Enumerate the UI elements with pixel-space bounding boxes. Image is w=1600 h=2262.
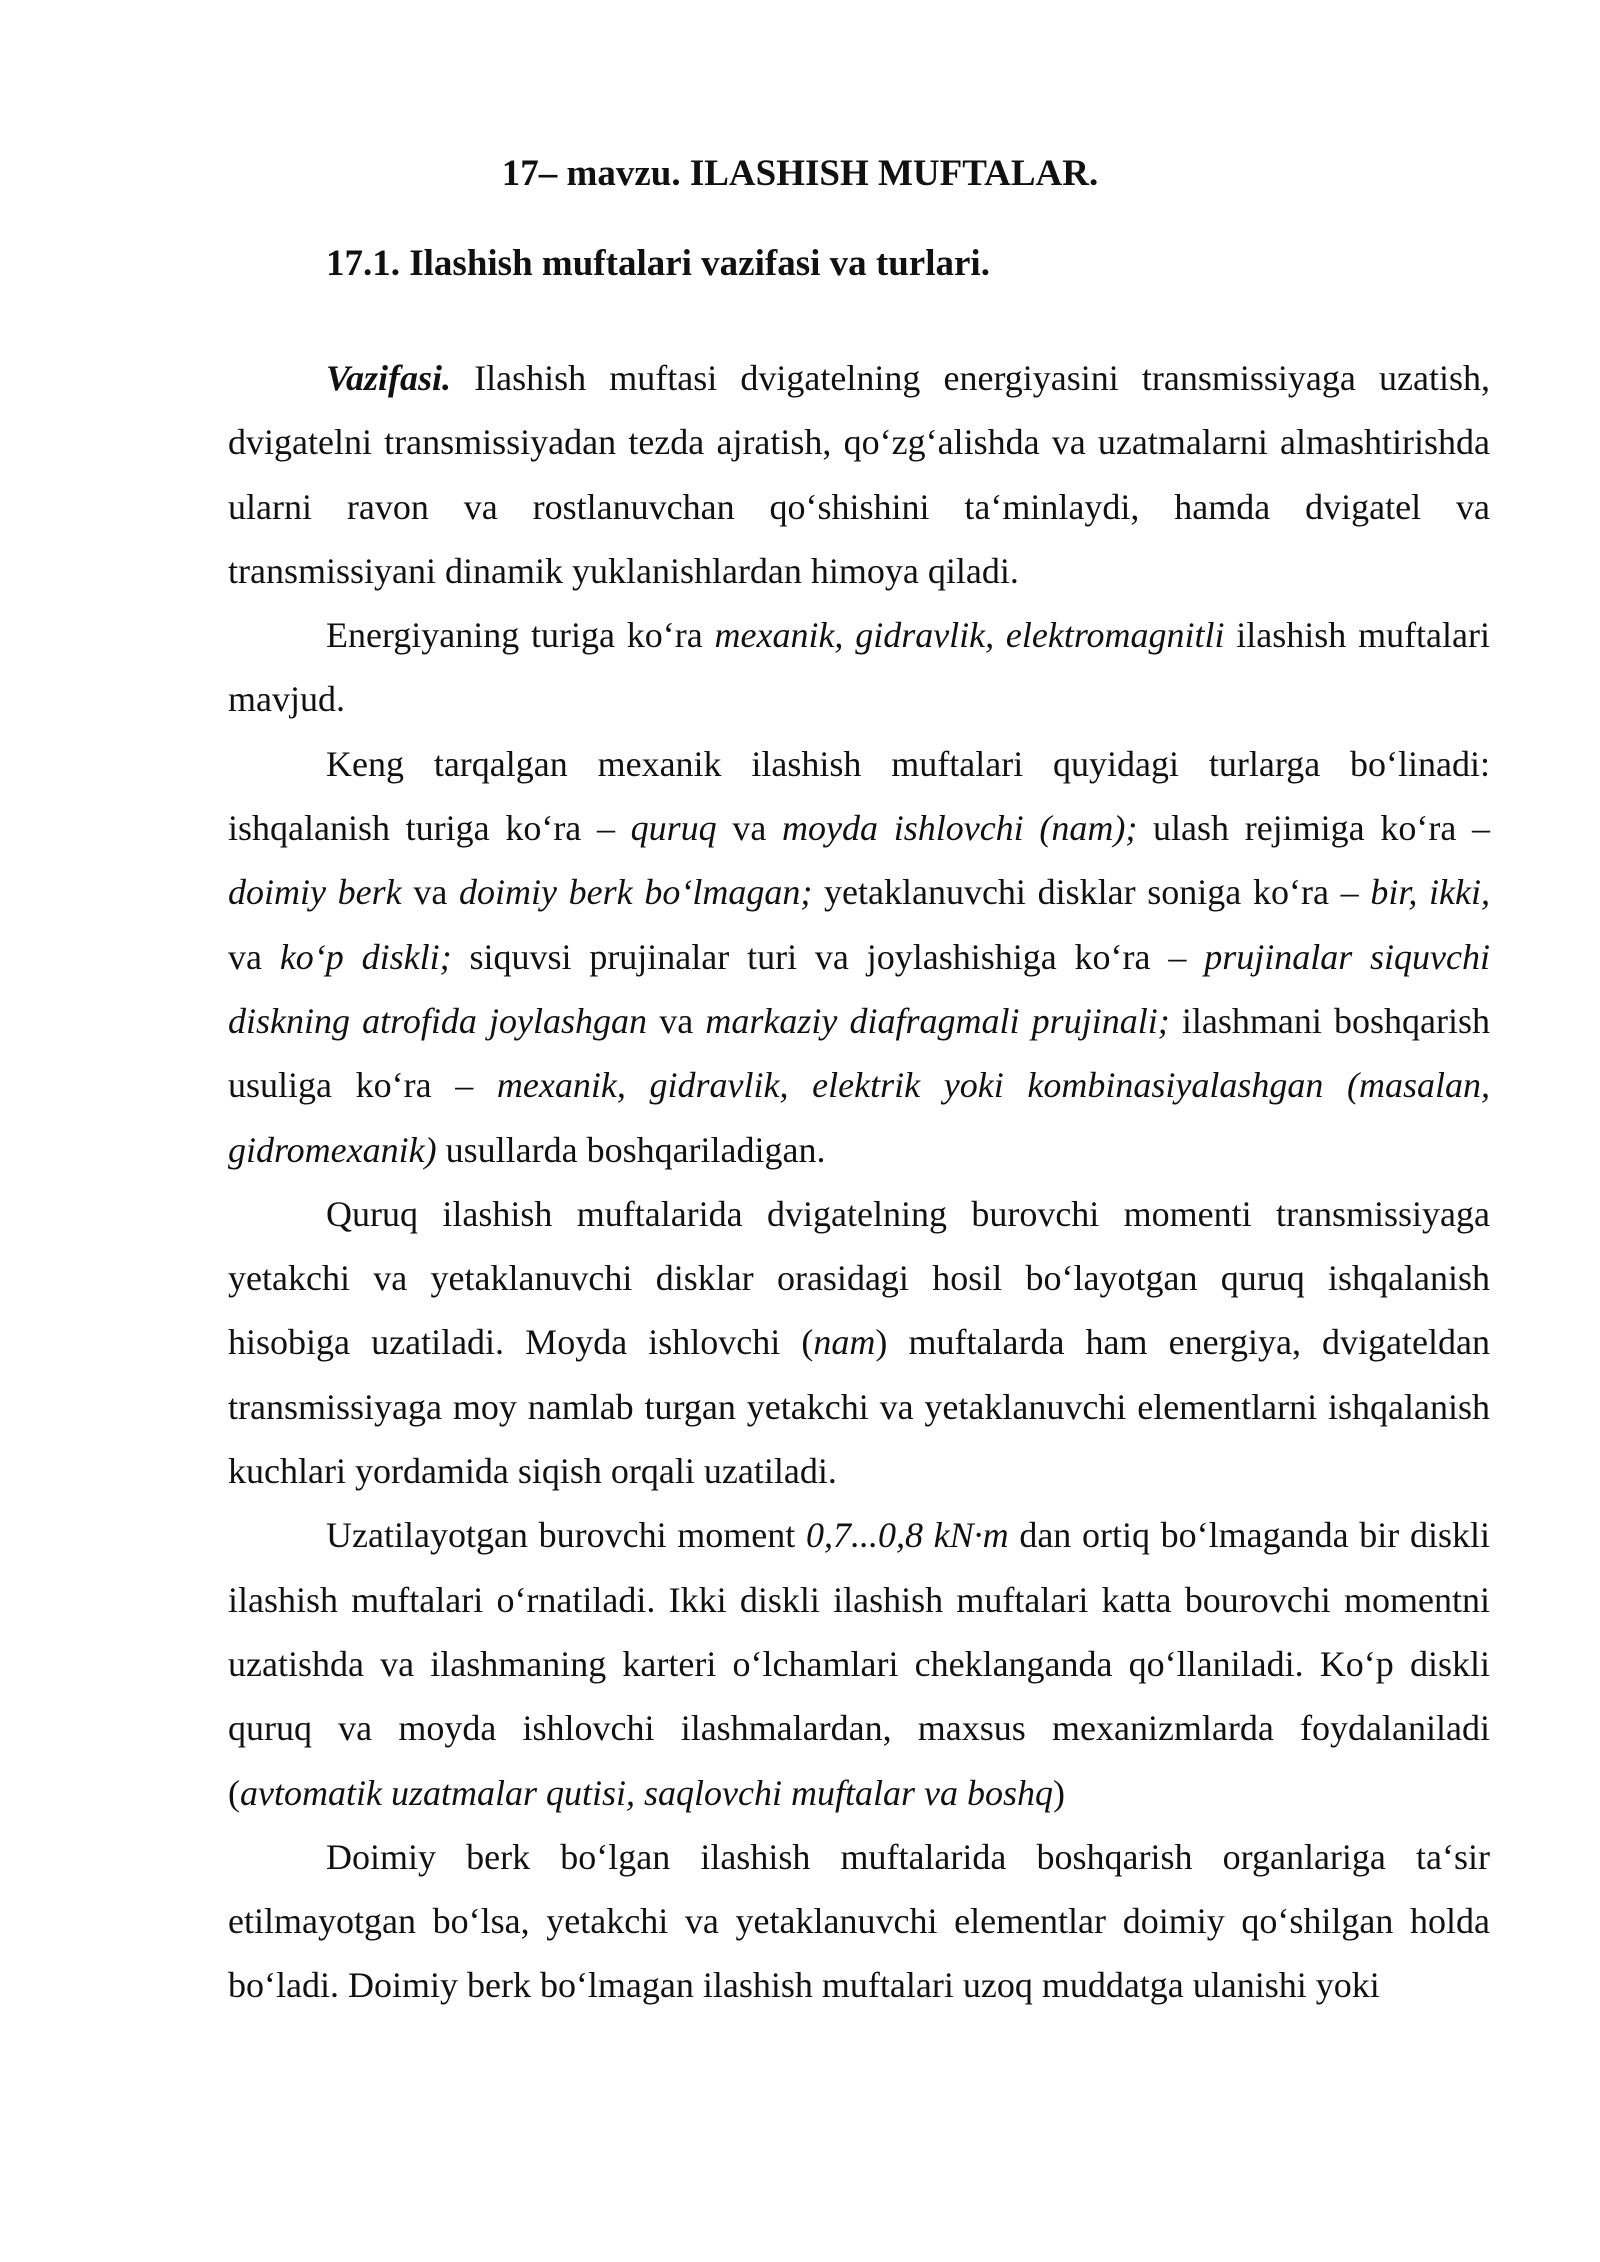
italic-term: doimiy berk [228, 872, 402, 913]
paragraph-text: dan ortiq bo‘lmaganda bir diskli ilashish muftalari o‘rnatiladi. Ikki diskli ilashish muftalari katta bourovchi momentni uzatishda va ilashmaning karteri o‘lchamlari cheklanganda qo‘llaniladi. Ko‘p diskli quruq va moyda ishlovchi ilashmalardan, maxsus mexanizmlarda foydalaniladi ( [228, 1515, 1490, 1813]
paragraph-text: Energiyaning turiga ko‘ra [326, 615, 715, 656]
italic-term: bir, ikki, [1370, 872, 1490, 913]
paragraph-torque [228, 1503, 1490, 1824]
italic-term: ko‘p diskli; [279, 936, 452, 977]
paragraph-text: yetaklanuvchi disklar soniga ko‘ra – [812, 872, 1371, 913]
page-title: 17– mavzu. ILASHISH MUFTALAR. [501, 153, 1099, 194]
paragraph-text: ulash rejimiga ko‘ra – [1137, 808, 1490, 849]
italic-term: quruq [630, 808, 717, 849]
paragraph-text: va [228, 936, 280, 977]
section-heading: 17.1. Ilashish muftalari vazifasi va turlari. [326, 243, 990, 284]
paragraph-text: va [401, 872, 459, 913]
paragraph-text: ) [1052, 1772, 1065, 1813]
paragraph-classification [228, 732, 1490, 1182]
paragraph-closed-types [228, 1825, 1490, 2018]
paragraph-purpose [228, 346, 1490, 603]
paragraph-text: Uzatilayotgan burovchi moment [326, 1515, 806, 1556]
italic-term: mexanik, gidravlik, elektrik yoki kombinasiyalashgan (masalan, gidromexanik) [228, 1065, 1490, 1170]
paragraph-text: ) muftalarda ham energiya, dvigateldan transmissiyaga moy namlab turgan yetakchi va yetaklanuvchi elementlarni ishqalanish kuchlari yordamida siqish orqali uzatiladi. [228, 1322, 1491, 1492]
italic-term: 0,7...0,8 kN·m [805, 1515, 1009, 1556]
paragraph-energy-types [228, 603, 1490, 732]
paragraph-text: va [647, 1000, 706, 1041]
paragraph-text: ilashmani boshqarish usuliga ko‘ra – [228, 1000, 1490, 1106]
italic-term: moyda ishlovchi (nam); [782, 808, 1138, 849]
paragraph-text: Quruq ilashish muftalarida dvigatelning burovchi momenti transmissiyaga yetakchi va yetaklanuvchi disklar orasidagi hosil bo‘layotgan quruq ishqalanish hisobiga uzatiladi. Moyda ishlovchi ( [228, 1193, 1490, 1363]
paragraph-text: va [716, 808, 783, 849]
paragraph-text: Ilashish muftasi dvigatelning energiyasini transmissiyaga uzatish, dvigatelni transmissiyadan tezda ajratish, qo‘zg‘alishda va uzatmalarni almashtirishda ularni ravon va rostlanuvchan qo‘shishini ta‘minlaydi, hamda dvigatel va transmissiyani dinamik yuklanishlardan himoya qiladi. [228, 358, 1490, 591]
body-text [228, 346, 1490, 2018]
paragraph-lead: Vazifasi. [326, 358, 452, 398]
italic-term: avtomatik uzatmalar qutisi, saqlovchi muftalar va boshq [240, 1772, 1053, 1813]
paragraph-dry-wet [228, 1182, 1490, 1503]
paragraph-text: Keng tarqalgan mexanik ilashish muftalari quyidagi turlarga bo‘linadi: ishqalanish turiga ko‘ra – [228, 743, 1490, 849]
italic-term: nam [813, 1322, 876, 1363]
paragraph-text: Doimiy berk bo‘lgan ilashish muftalarida boshqarish organlariga ta‘sir etilmayotgan bo‘lsa, yetakchi va yetaklanuvchi elementlar doimiy qo‘shilgan holda bo‘ladi. Doimiy berk bo‘lmagan ilashish muftalari uzoq muddatga ulanishi yoki [228, 1836, 1490, 2006]
italic-term: mexanik, gidravlik, elektromagnitli [714, 615, 1225, 656]
italic-term: doimiy berk bo‘lmagan; [459, 872, 813, 913]
italic-term: prujinalar siquvchi diskning atrofida joylashgan [228, 936, 1491, 1041]
paragraph-text: siquvsi prujinalar turi va joylashishiga ko‘ra – [451, 936, 1205, 977]
paragraph-text: usullarda boshqariladigan. [436, 1129, 826, 1170]
paragraph-text: ilashish muftalari mavjud. [228, 615, 1491, 720]
italic-term: markaziy diafragmali prujinali; [705, 1000, 1170, 1041]
